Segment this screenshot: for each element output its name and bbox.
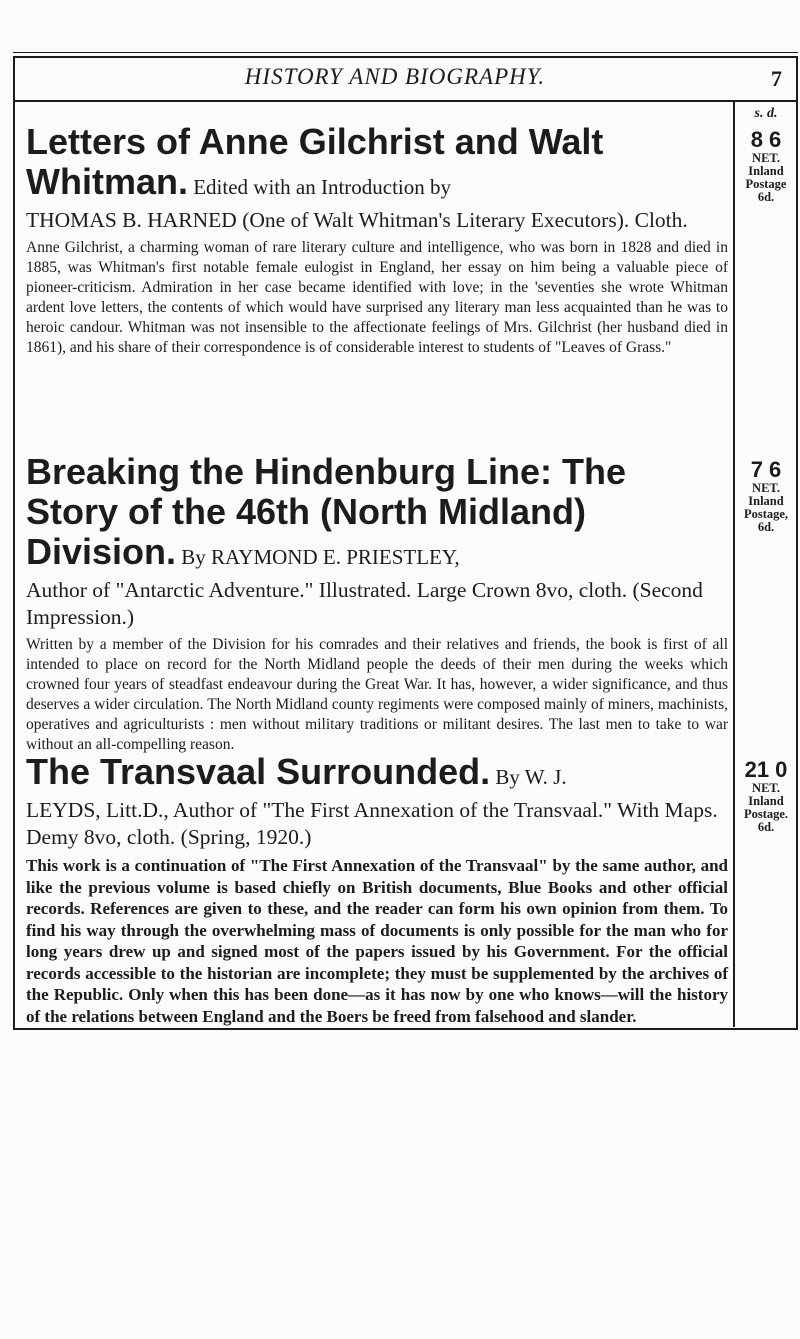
book-subtitle: Author of "Antarctic Adventure." Illustrated. Large Crown 8vo, cloth. (Second Impression.) <box>26 578 703 629</box>
book-title: The Transvaal Surrounded. <box>26 751 491 792</box>
page-number: 7 <box>771 66 782 91</box>
price-column-header: s. d. <box>754 106 778 121</box>
left-rule <box>13 56 15 1028</box>
book-title: Breaking the Hindenburg Line: The Story of the 46th (North Midland) Division. <box>26 451 627 572</box>
book-entry-gilchrist <box>26 122 728 358</box>
book-byline: Edited with an Introduction by <box>187 175 452 199</box>
price-amount: 7 6 <box>750 457 782 482</box>
book-subtitle: LEYDS, Litt.D., Author of "The First Annexation of the Transvaal." With Maps. Demy 8vo, cloth. (Spring, 1920.) <box>26 798 718 849</box>
price-amount: 21 0 <box>744 757 788 782</box>
price-transvaal <box>738 758 794 834</box>
book-description: Written by a member of the Division for his comrades and their relatives and friends, the book is first of all intended to place on record for the North Midland people the deeds of their men during the weeks which crowned four years of steadfast endeavour during the Great War. It has, however, a wider significance, and thus deserves a wider circulation. The North Midland county regiments were composed mainly of miners, machinists, operatives and agriculturists : men without military traditions or militant desires. The last men to take to war without an all-compelling reason. <box>26 636 728 753</box>
book-byline: By RAYMOND E. PRIESTLEY, <box>176 545 460 569</box>
book-description: Anne Gilchrist, a charming woman of rare literary culture and intelligence, who was born in 1828 and died in 1885, was Whitman's first notable female eulogist in England, her essay on him being a valuable piece of pioneer-criticism. Admiration in her case became identified with love; in the 'seventies she wrote Whitman ardent love letters, the contents of which would have surprised any literary man less acquainted than he was to heroic candour. Whitman was not insensible to the affectionate feelings of Mrs. Gilchrist (her husband died in 1861), and his share of their correspondence is of considerable interest to students of "Leaves of Grass." <box>26 239 728 356</box>
book-entry-hindenburg <box>26 452 728 755</box>
price-amount: 8 6 <box>750 127 782 152</box>
price-column-rule <box>733 102 735 1027</box>
running-head <box>25 64 785 94</box>
price-note: NET. Inland Postage, 6d. <box>743 481 789 534</box>
header-underline <box>13 100 798 102</box>
book-title: Letters of Anne Gilchrist and Walt Whitman. <box>26 121 604 202</box>
price-note: NET. Inland Postage. 6d. <box>743 781 789 834</box>
book-description: This work is a continuation of "The First Annexation of the Transvaal" by the same author, and like the previous volume is based chiefly on British documents, Blue Books and other official records. References are given to these, and the reader can form his own opinion from them. To find his way through the overwhelming mass of documents is only possible for the man who for long years drew up and signed most of the papers issued by his Government. For the official records accessible to the historian are incomplete; they must be supplemented by the archives of the Republic. Only when this has been done—as it has now by one who knows—will the history of the relations between England and the Boers be freed from falsehood and slander. <box>26 856 728 1026</box>
price-hindenburg <box>738 458 794 534</box>
price-gilchrist <box>738 128 794 204</box>
book-byline: By W. J. <box>490 765 567 789</box>
price-note: NET. Inland Postage 6d. <box>745 151 787 204</box>
right-rule <box>796 56 798 1028</box>
top-rule <box>13 52 798 53</box>
book-subtitle: THOMAS B. HARNED (One of Walt Whitman's Literary Executors). Cloth. <box>26 208 688 232</box>
running-title: HISTORY AND BIOGRAPHY. <box>244 64 546 89</box>
book-entry-transvaal <box>26 752 728 1027</box>
